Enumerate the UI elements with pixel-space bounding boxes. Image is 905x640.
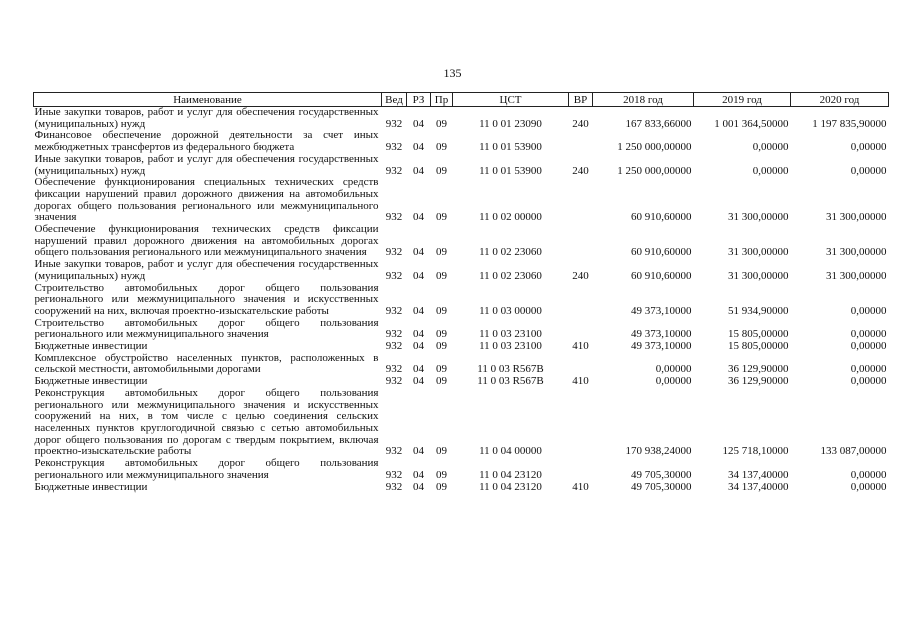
cell-2018: 0,00000 [655,375,692,388]
cell-pr: 09 [436,211,447,224]
cell-cst: 11 0 04 23120 [479,468,542,481]
cell-2020: 0,00000 [850,340,887,353]
cell-name: Реконструкция автомобильных дорог общего пользования регионального или межмуниципального значения [34,457,379,481]
header-row [34,93,889,107]
cell-ved: 932 [385,269,403,282]
cell-2018: 0,00000 [655,363,692,376]
cell-2018: 60 910,60000 [631,246,692,259]
header-pr: Пр [431,93,453,107]
cell-cst: 11 0 01 23090 [479,117,542,130]
cell-2020: 133 087,00000 [820,445,887,458]
cell-name: Бюджетные инвестиции [34,340,148,353]
cell-pr: 09 [436,480,447,493]
cell-rz: 04 [413,117,424,130]
cell-2018: 49 373,10000 [631,328,692,341]
cell-name: Иные закупки товаров, работ и услуг для обеспечения государственных (муниципальных) нужд [34,106,379,130]
header-2018: 2018 год [593,93,694,107]
table-body [34,107,889,494]
cell-ved: 932 [385,117,403,130]
cell-rz: 04 [413,445,424,458]
cell-rz: 04 [413,480,424,493]
cell-rz: 04 [413,211,424,224]
table-row [34,154,889,177]
cell-vr: 240 [572,117,589,130]
cell-2020: 0,00000 [850,164,887,177]
cell-cst: 11 0 02 23060 [479,246,542,259]
cell-cst: 11 0 03 R567B [477,363,544,376]
cell-rz: 04 [413,340,424,353]
cell-name: Иные закупки товаров, работ и услуг для обеспечения государственных (муниципальных) нужд [34,258,379,282]
cell-pr: 09 [436,304,447,317]
cell-rz: 04 [413,269,424,282]
cell-ved: 932 [385,304,403,317]
cell-rz: 04 [413,164,424,177]
cell-vr [569,353,593,376]
cell-2019: 34 137,40000 [728,468,789,481]
table-row [34,388,889,458]
table-row [34,458,889,481]
table-row [34,482,889,494]
cell-name: Обеспечение функционирования специальных технических средств фиксации нарушений правил дорожного движения на автомобильных дорогах общего пользования регионального или межмуниципального значения [34,176,379,224]
cell-2019: 34 137,40000 [728,480,789,493]
cell-ved: 932 [385,328,403,341]
cell-2020: 0,00000 [850,375,887,388]
cell-2020: 0,00000 [850,141,887,154]
cell-ved: 932 [385,340,403,353]
cell-2020: 0,00000 [850,480,887,493]
cell-pr: 09 [436,328,447,341]
cell-rz: 04 [413,363,424,376]
cell-name: Строительство автомобильных дорог общего пользования регионального или межмуниципального значения [34,316,379,341]
cell-rz: 04 [413,246,424,259]
cell-pr: 09 [436,141,447,154]
cell-2019: 15 805,00000 [728,340,789,353]
cell-name: Бюджетные инвестиции [34,375,148,388]
table-row [34,353,889,376]
cell-2019: 36 129,90000 [728,375,789,388]
cell-2018: 60 910,60000 [631,269,692,282]
cell-2019: 36 129,90000 [728,363,789,376]
cell-cst: 11 0 03 00000 [479,304,542,317]
cell-pr: 09 [436,468,447,481]
cell-rz: 04 [413,468,424,481]
cell-vr [569,458,593,481]
table-row [34,341,889,353]
cell-2018: 167 833,66000 [625,117,692,130]
cell-2018: 49 705,30000 [631,468,692,481]
cell-pr: 09 [436,340,447,353]
cell-ved: 932 [385,246,403,259]
cell-ved: 932 [385,164,403,177]
header-name: Наименование [34,93,382,107]
cell-pr: 09 [436,375,447,388]
cell-ved: 932 [385,211,403,224]
cell-2018: 1 250 000,00000 [617,164,692,177]
cell-2018: 1 250 000,00000 [617,141,692,154]
cell-name: Финансовое обеспечение дорожной деятельности за счет иных межбюджетных трансфертов из федерального бюджета [34,129,379,154]
cell-vr: 410 [572,340,589,353]
cell-vr: 240 [572,269,589,282]
cell-cst: 11 0 01 53900 [479,164,542,177]
cell-2018: 49 373,10000 [631,304,692,317]
cell-2019: 0,00000 [752,141,789,154]
cell-2020: 0,00000 [850,363,887,376]
cell-ved: 932 [385,445,403,458]
cell-vr [569,283,593,318]
cell-vr: 410 [572,375,589,388]
cell-2019: 15 805,00000 [728,328,789,341]
cell-vr [569,318,593,341]
cell-name: Комплексное обустройство населенных пунктов, расположенных в сельской местности, автомобильными дорогами [34,351,379,376]
cell-2019: 0,00000 [752,164,789,177]
cell-cst: 11 0 02 00000 [479,211,542,224]
cell-2020: 0,00000 [850,468,887,481]
cell-cst: 11 0 04 23120 [479,480,542,493]
cell-vr [569,388,593,458]
cell-cst: 11 0 03 R567B [477,375,544,388]
header-2019: 2019 год [694,93,791,107]
table-row [34,259,889,282]
table-row [34,283,889,318]
cell-cst: 11 0 04 00000 [479,445,542,458]
header-rz: РЗ [407,93,431,107]
table-row [34,318,889,341]
cell-vr: 240 [572,164,589,177]
cell-rz: 04 [413,328,424,341]
cell-ved: 932 [385,375,403,388]
cell-rz: 04 [413,304,424,317]
cell-cst: 11 0 03 23100 [479,340,542,353]
cell-name: Обеспечение функционирования технических средств фиксации нарушений правил дорожного движения на автомобильных дорогах общего пользования регионального или межмуниципального значения [34,223,379,259]
cell-2020: 1 197 835,90000 [812,117,887,130]
cell-2019: 31 300,00000 [728,211,789,224]
cell-pr: 09 [436,246,447,259]
cell-2019: 51 934,90000 [728,304,789,317]
cell-rz: 04 [413,141,424,154]
cell-vr [569,177,593,224]
cell-2020: 0,00000 [850,328,887,341]
header-2020: 2020 год [791,93,889,107]
cell-2019: 31 300,00000 [728,269,789,282]
cell-2019: 125 718,10000 [722,445,789,458]
cell-2020: 0,00000 [850,304,887,317]
cell-cst: 11 0 03 23100 [479,328,542,341]
cell-cst: 11 0 02 23060 [479,269,542,282]
header-ved: Вед [382,93,407,107]
cell-pr: 09 [436,117,447,130]
cell-pr: 09 [436,269,447,282]
cell-2019: 31 300,00000 [728,246,789,259]
cell-pr: 09 [436,445,447,458]
page-number: 135 [443,66,462,80]
cell-cst: 11 0 01 53900 [479,141,542,154]
table-row [34,224,889,259]
cell-ved: 932 [385,480,403,493]
cell-2020: 31 300,00000 [826,246,887,259]
header-vr: ВР [569,93,593,107]
header-cst: ЦСТ [453,93,569,107]
cell-2019: 1 001 364,50000 [714,117,789,130]
cell-pr: 09 [436,363,447,376]
cell-2018: 49 705,30000 [631,480,692,493]
cell-vr [569,130,593,153]
cell-name: Строительство автомобильных дорог общего пользования регионального или межмуниципального значения и искусственных сооружений на них, включая проектно-изыскательские работы [34,281,379,317]
cell-vr [569,224,593,259]
cell-2018: 60 910,60000 [631,211,692,224]
budget-table [33,92,889,493]
cell-2020: 31 300,00000 [826,269,887,282]
cell-2018: 49 373,10000 [631,340,692,353]
table-row [34,177,889,224]
cell-pr: 09 [436,164,447,177]
table-row [34,107,889,131]
cell-ved: 932 [385,363,403,376]
cell-vr: 410 [572,480,589,493]
cell-2020: 31 300,00000 [826,211,887,224]
cell-2018: 170 938,24000 [625,445,692,458]
cell-rz: 04 [413,375,424,388]
cell-ved: 932 [385,141,403,154]
table-row [34,130,889,153]
cell-name: Реконструкция автомобильных дорог общего пользования регионального или межмуниципального значения и искусственных сооружений на них, в том числе с целью соединения сельских населенных пунктов круглогодичной связью с сетью автомобильных дорог общего пользования по дорогам с твердым покрытием, включая проектно-изыскательские работы [34,386,379,458]
cell-ved: 932 [385,468,403,481]
cell-name: Иные закупки товаров, работ и услуг для обеспечения государственных (муниципальных) нужд [34,152,379,177]
cell-name: Бюджетные инвестиции [34,480,148,493]
